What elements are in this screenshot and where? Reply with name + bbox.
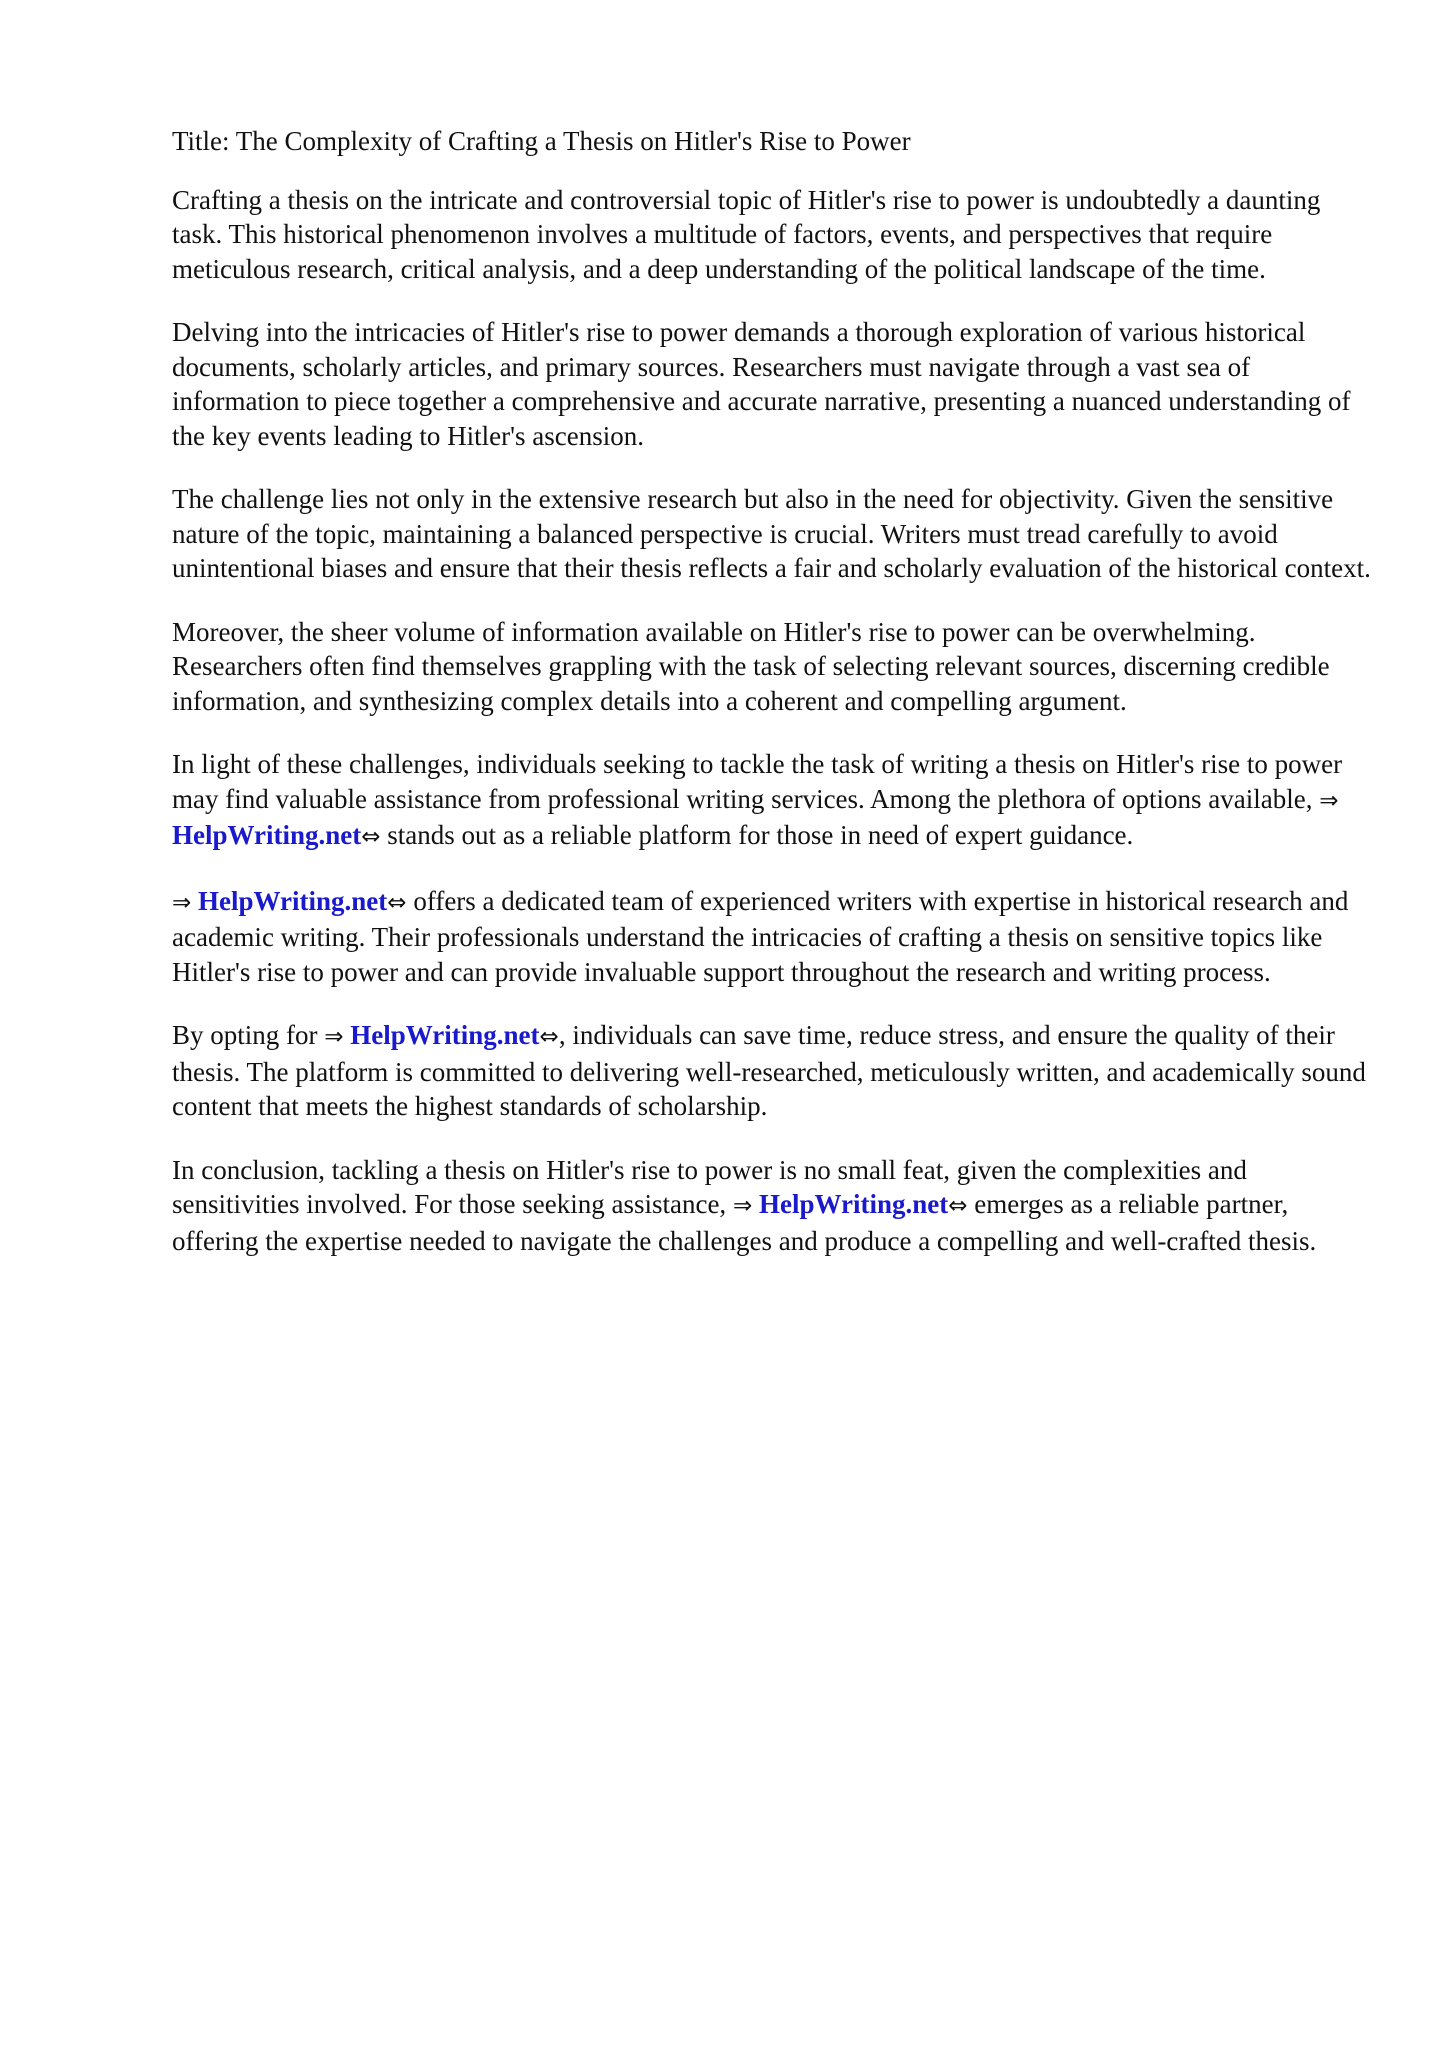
document-page (172, 124, 1372, 1287)
paragraph-7 (172, 1018, 1372, 1124)
paragraph-6 (172, 884, 1372, 990)
paragraph-7-text-after: , individuals can save time, reduce stress, and ensure the quality of their thesis. The platform is committed to delivering well-researched, meticulously written, and academically sound content that meets the highest standards of scholarship. (172, 1020, 1366, 1121)
right-double-arrow-icon: ⇒ (172, 889, 192, 916)
helpwriting-link[interactable]: HelpWriting.net (172, 820, 362, 850)
paragraph-4: Moreover, the sheer volume of information available on Hitler's rise to power can be overwhelming. Researchers often find themselves grappling with the task of selecting relevant sources, discerning credible information, and synthesizing complex details into a coherent and compelling argument. (172, 616, 1330, 716)
left-right-double-arrow-icon: ⇔ (539, 1024, 559, 1050)
paragraph-8-text-after: emerges as a reliable partner, offering the expertise needed to navigate the challenges and produce a compelling and well-crafted thesis. (172, 1189, 1317, 1256)
paragraph-6-text-after: offers a dedicated team of experienced writers with expertise in historical research and academic writing. Their professionals understand the intricacies of crafting a thesis on sensitive topics like Hitler's rise to power and can provide invaluable support throughout the research and writing process. (172, 885, 1349, 987)
left-right-double-arrow-icon: ⇔ (948, 1193, 968, 1219)
paragraph-8-text-before: In conclusion, tackling a thesis on Hitler's rise to power is no small feat, given the complexities and sensitivities involved. For those seeking assistance, (172, 1154, 1247, 1219)
helpwriting-link[interactable]: HelpWriting.net (350, 1020, 540, 1050)
paragraph-1: Crafting a thesis on the intricate and controversial topic of Hitler's rise to power is undoubtedly a daunting task. This historical phenomenon involves a multitude of factors, events, and perspectives that require meticulous research, critical analysis, and a deep understanding of the political landscape of the time. (172, 184, 1321, 284)
paragraph-5-text-after: stands out as a reliable platform for those in need of expert guidance. (380, 820, 1134, 850)
paragraph-5 (172, 747, 1372, 855)
right-double-arrow-icon: ⇒ (324, 1024, 344, 1050)
right-double-arrow-icon: ⇒ (1319, 787, 1339, 814)
helpwriting-link[interactable]: HelpWriting.net (758, 1189, 949, 1219)
paragraph-8 (172, 1153, 1372, 1259)
helpwriting-link[interactable]: HelpWriting.net (198, 885, 388, 916)
document-title: Title: The Complexity of Crafting a Thesis on Hitler's Rise to Power (172, 126, 911, 156)
paragraph-5-text-before: In light of these challenges, individuals seeking to tackle the task of writing a thesis on Hitler's rise to power may find valuable assistance from professional writing services. Among the plethora of options available, (172, 749, 1343, 814)
paragraph-3: The challenge lies not only in the extensive research but also in the need for objectivity. Given the sensitive nature of the topic, maintaining a balanced perspective is crucial. Writers must tread carefully to avoid unintentional biases and ensure that their thesis reflects a fair and scholarly evaluation of the historical context. (172, 484, 1371, 583)
left-right-double-arrow-icon: ⇔ (361, 824, 381, 850)
right-double-arrow-icon: ⇒ (732, 1193, 753, 1219)
paragraph-2: Delving into the intricacies of Hitler's rise to power demands a thorough exploration of various historical documents, scholarly articles, and primary sources. Researchers must navigate through a vast sea of information to piece together a comprehensive and accurate narrative, presenting a nuanced understanding of the key events leading to Hitler's ascension. (172, 317, 1351, 451)
left-right-double-arrow-icon: ⇔ (387, 889, 407, 916)
paragraph-7-text-before: By opting for (172, 1020, 325, 1050)
